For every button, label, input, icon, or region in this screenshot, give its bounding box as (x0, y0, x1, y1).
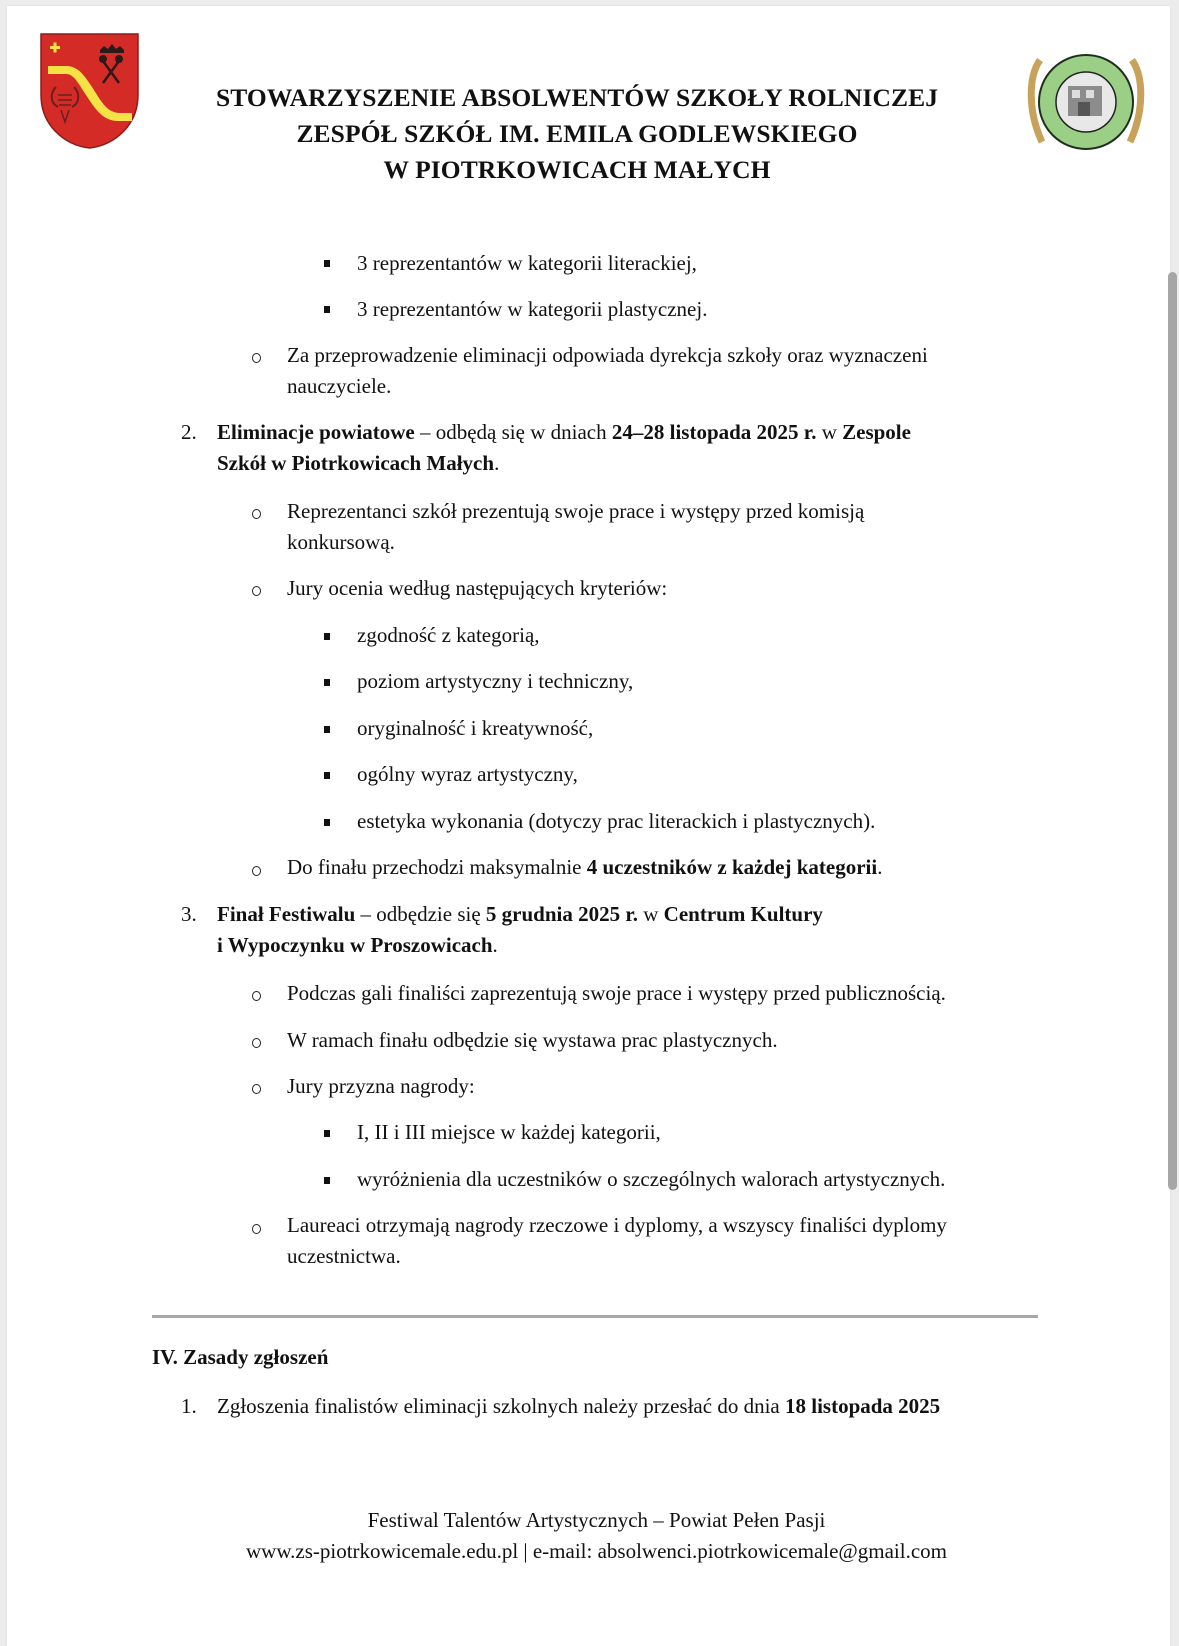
item-text: w (637, 902, 664, 926)
list-item-continuation: konkursową. (287, 530, 395, 554)
item-text: . (492, 933, 498, 957)
item-dates: 24–28 listopada 2025 r. (611, 420, 817, 444)
item-place: Szkół w Piotrkowicach Małych (217, 451, 495, 475)
document-header (157, 80, 997, 188)
list-item-heading (217, 899, 823, 929)
circle-bullet-icon (252, 866, 261, 876)
list-item: I, II i III miejsce w każdej kategorii, (357, 1120, 661, 1144)
list-item: estetyka wykonania (dotyczy prac literackich i plastycznych). (357, 809, 876, 833)
item-place: Zespole (842, 420, 911, 444)
item-text: w (816, 420, 843, 444)
item-title: Finał Festiwalu (217, 902, 356, 926)
item-text: . (494, 451, 500, 475)
square-bullet-icon (324, 772, 330, 779)
circle-bullet-icon (252, 1224, 261, 1234)
list-item (287, 852, 882, 882)
list-item (217, 1391, 940, 1421)
item-date: 18 listopada 2025 (784, 1394, 941, 1418)
list-item: Jury ocenia według następujących kryteriów: (287, 576, 668, 600)
list-item-continuation (217, 448, 499, 478)
list-item: Jury przyzna nagrody: (287, 1074, 475, 1098)
item-emphasis: 4 uczestników z każdej kategorii (586, 855, 878, 879)
section-title: IV. Zasady zgłoszeń (152, 1345, 329, 1369)
header-line-3: W PIOTRKOWICACH MAŁYCH (383, 155, 771, 184)
header-line-2: ZESPÓŁ SZKÓŁ IM. EMILA GODLEWSKIEGO (296, 119, 858, 148)
circle-bullet-icon (252, 1038, 261, 1048)
item-text: Do finału przechodzi maksymalnie (287, 855, 587, 879)
item-title: Eliminacje powiatowe (217, 420, 415, 444)
list-item: ogólny wyraz artystyczny, (357, 762, 578, 786)
item-text: Zgłoszenia finalistów eliminacji szkolnych należy przesłać do dnia (217, 1394, 785, 1418)
section-divider (152, 1315, 1038, 1318)
list-item: Podczas gali finaliści zaprezentują swoje prace i występy przed publicznością. (287, 981, 946, 1005)
list-item-continuation: uczestnictwa. (287, 1244, 401, 1268)
footer-title: Festiwal Talentów Artystycznych – Powiat Pełen Pasji (367, 1508, 826, 1532)
square-bullet-icon (324, 1177, 330, 1184)
item-date: 5 grudnia 2025 r. (485, 902, 638, 926)
header-line-1: STOWARZYSZENIE ABSOLWENTÓW SZKOŁY ROLNICZEJ (215, 83, 939, 112)
list-item: Za przeprowadzenie eliminacji odpowiada dyrekcja szkoły oraz wyznaczeni (287, 343, 928, 367)
list-item-continuation: nauczyciele. (287, 374, 392, 398)
list-number: 1. (181, 1394, 197, 1418)
list-item: Laureaci otrzymają nagrody rzeczowe i dyplomy, a wszyscy finaliści dyplomy (287, 1213, 947, 1237)
list-item: W ramach finału odbędzie się wystawa prac plastycznych. (287, 1028, 778, 1052)
circle-bullet-icon (252, 586, 261, 596)
list-item-continuation (217, 930, 498, 960)
footer-contact: www.zs-piotrkowicemale.edu.pl | e-mail: absolwenci.piotrkowicemale@gmail.com (246, 1539, 947, 1563)
list-item: 3 reprezentantów w kategorii plastycznej. (357, 297, 708, 321)
list-number: 2. (181, 420, 197, 444)
square-bullet-icon (324, 679, 330, 686)
association-seal-icon (1020, 52, 1152, 152)
square-bullet-icon (324, 1130, 330, 1137)
circle-bullet-icon (252, 991, 261, 1001)
list-item: oryginalność i kreatywność, (357, 716, 594, 740)
list-item: Reprezentanci szkół prezentują swoje prace i występy przed komisją (287, 499, 865, 523)
list-number: 3. (181, 902, 197, 926)
coat-of-arms-icon (40, 33, 139, 149)
square-bullet-icon (324, 633, 330, 640)
circle-bullet-icon (252, 509, 261, 519)
item-place: i Wypoczynku w Proszowicach (217, 933, 493, 957)
circle-bullet-icon (252, 353, 261, 363)
circle-bullet-icon (252, 1084, 261, 1094)
square-bullet-icon (324, 819, 330, 826)
vertical-scrollbar[interactable] (1168, 272, 1177, 1190)
square-bullet-icon (324, 306, 330, 313)
item-text: . (877, 855, 883, 879)
list-item-heading (217, 417, 911, 447)
list-item: wyróżnienia dla uczestników o szczególnych walorach artystycznych. (357, 1167, 946, 1191)
list-item: 3 reprezentantów w kategorii literackiej, (357, 251, 697, 275)
item-text: – odbędą się w dniach (414, 420, 612, 444)
item-place: Centrum Kultury (663, 902, 823, 926)
square-bullet-icon (324, 260, 330, 267)
document-page (7, 6, 1170, 1646)
item-text: – odbędzie się (355, 902, 486, 926)
square-bullet-icon (324, 726, 330, 733)
list-item: zgodność z kategorią, (357, 623, 540, 647)
list-item: poziom artystyczny i techniczny, (357, 669, 634, 693)
